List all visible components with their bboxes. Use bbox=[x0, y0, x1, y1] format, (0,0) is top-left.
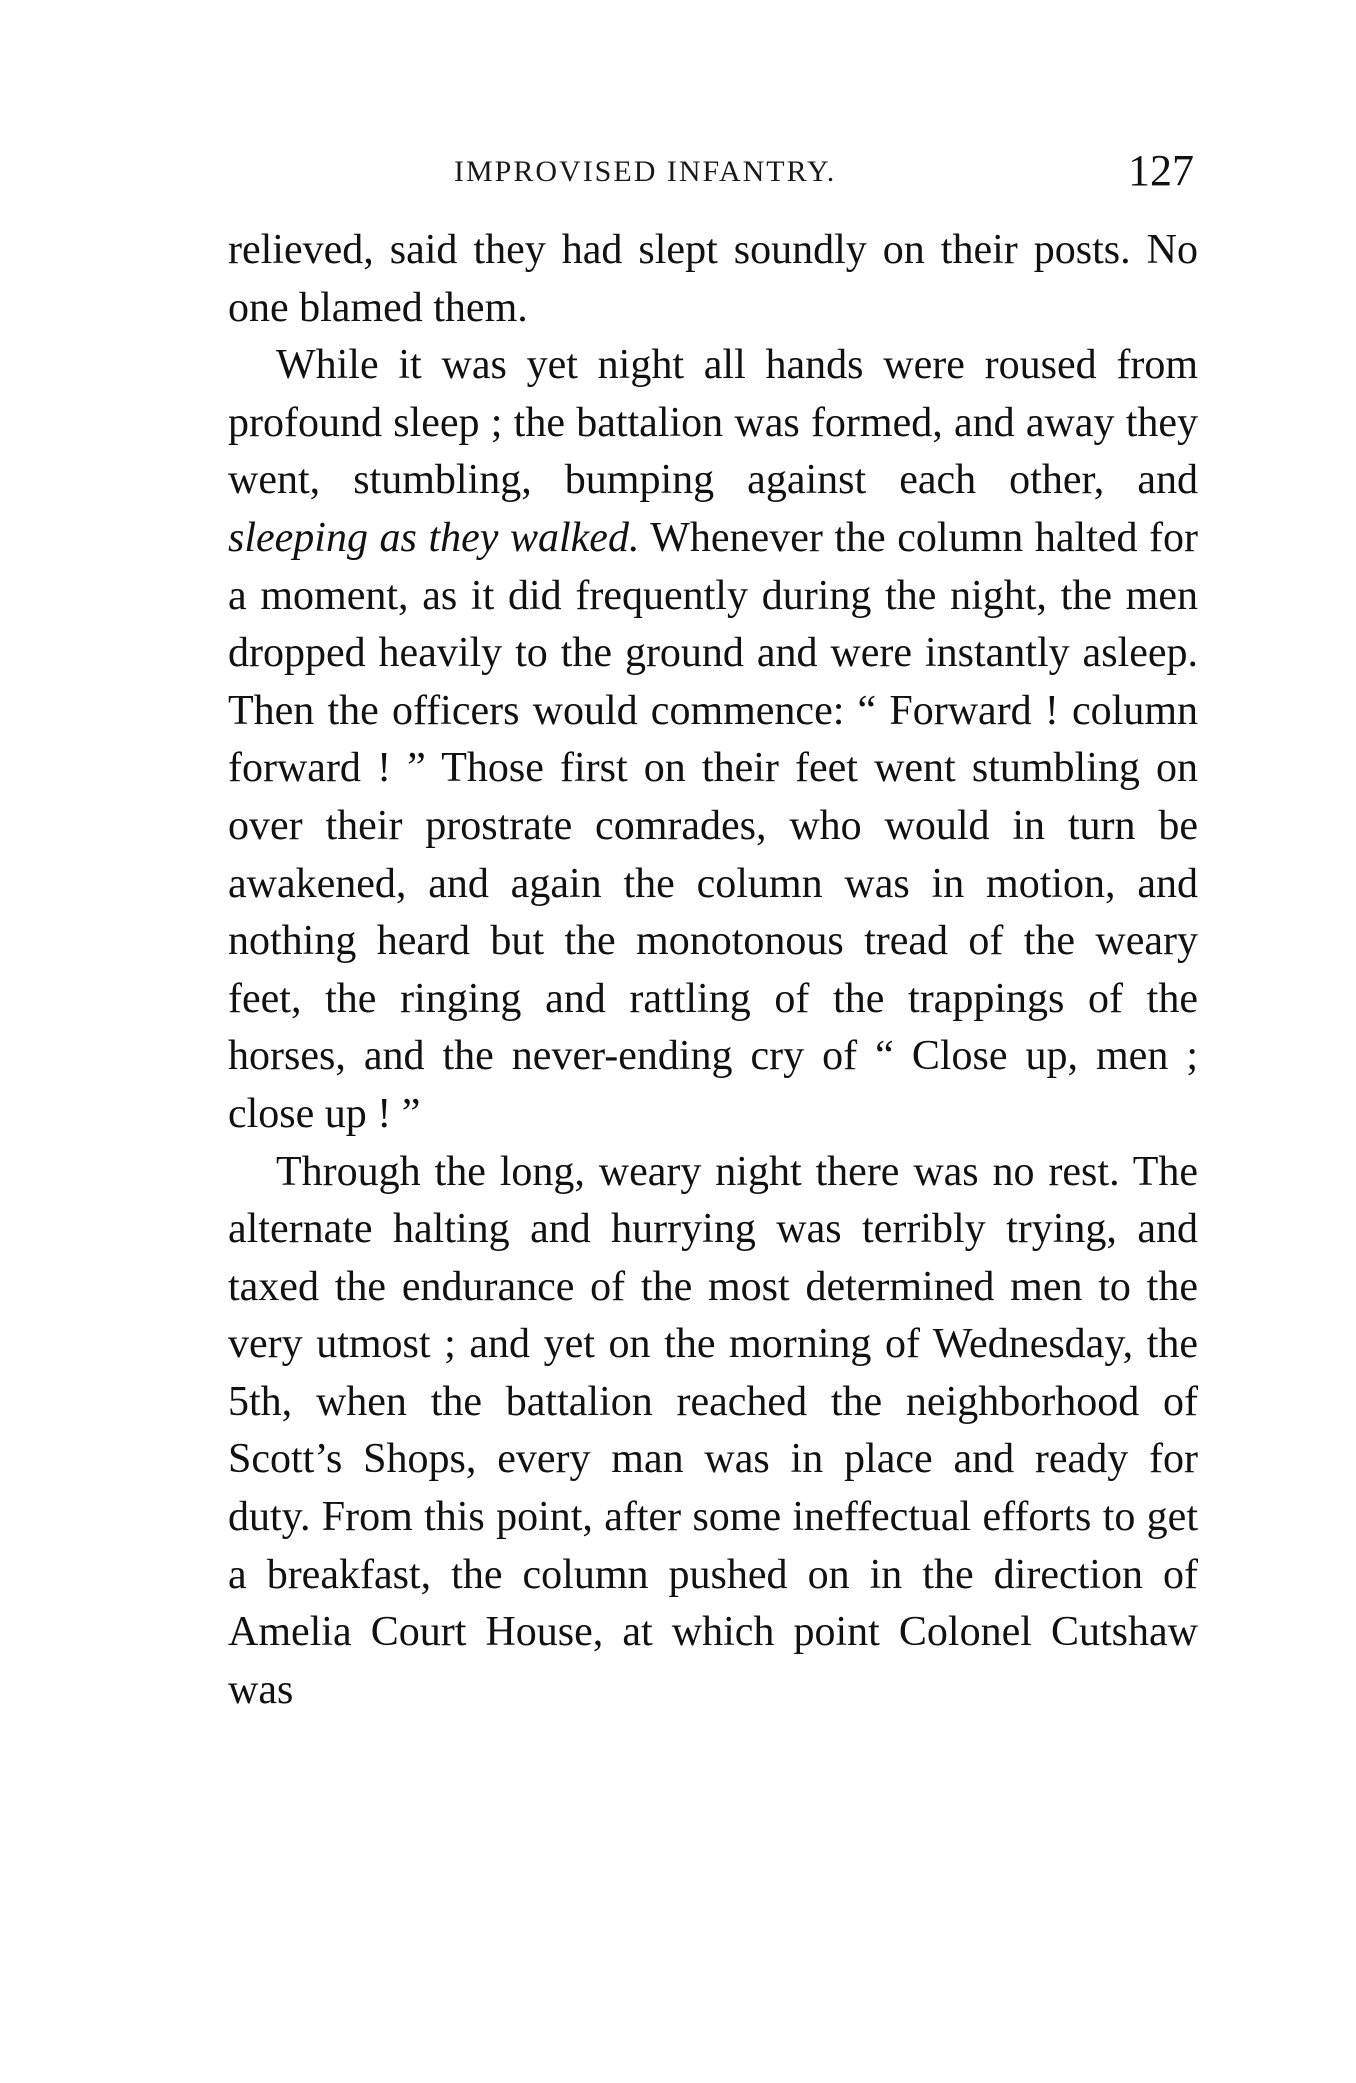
paragraph-2-text-end: Whenever the column halted for a moment, as it did frequently during the night, the men dropped heavily to the ground and were instantly asleep. Then the officers would commence: “ Forward ! column forward ! ” Those first on their feet went stumbling on over their prostrate comrades, who would in turn be awakened, and again the column was in motion, and nothing heard but the monotonous tread of the weary feet, the ringing and rattling of the trappings of the horses, and the never-ending cry of “ Close up, men ; close up ! ” bbox=[228, 514, 1198, 1137]
running-head-title: IMPROVISED INFANTRY. bbox=[454, 155, 837, 188]
paragraph-2-italic-phrase: sleeping as they walked. bbox=[228, 514, 640, 561]
running-head bbox=[228, 145, 1198, 205]
paragraph-1-text: relieved, said they had slept soundly on their posts. No one blamed them. bbox=[228, 227, 1198, 331]
page-number: 127 bbox=[1128, 146, 1194, 195]
paragraph-3-text: Through the long, weary night there was no rest. The alternate halting and hurrying was terribly trying, and taxed the endurance of the most determined men to the very utmost ; and yet on the morning of Wednesday, the 5th, when the battalion reached the neighborhood of Scott’s Shops, every man was in place and ready for duty. From this point, after some ineffectual efforts to get a breakfast, the column pushed on in the direction of Amelia Court House, at which point Colonel Cutshaw was bbox=[228, 1148, 1198, 1713]
paragraph-1 bbox=[228, 222, 1198, 337]
paragraph-2-text-start: While it was yet night all hands were roused from profound sleep ; the battalion was formed, and away they went, stumbling, bumping against each other, and bbox=[228, 342, 1198, 504]
paragraph-3 bbox=[228, 1144, 1198, 1720]
paragraph-2 bbox=[228, 337, 1198, 1143]
body-text bbox=[228, 222, 1198, 1719]
